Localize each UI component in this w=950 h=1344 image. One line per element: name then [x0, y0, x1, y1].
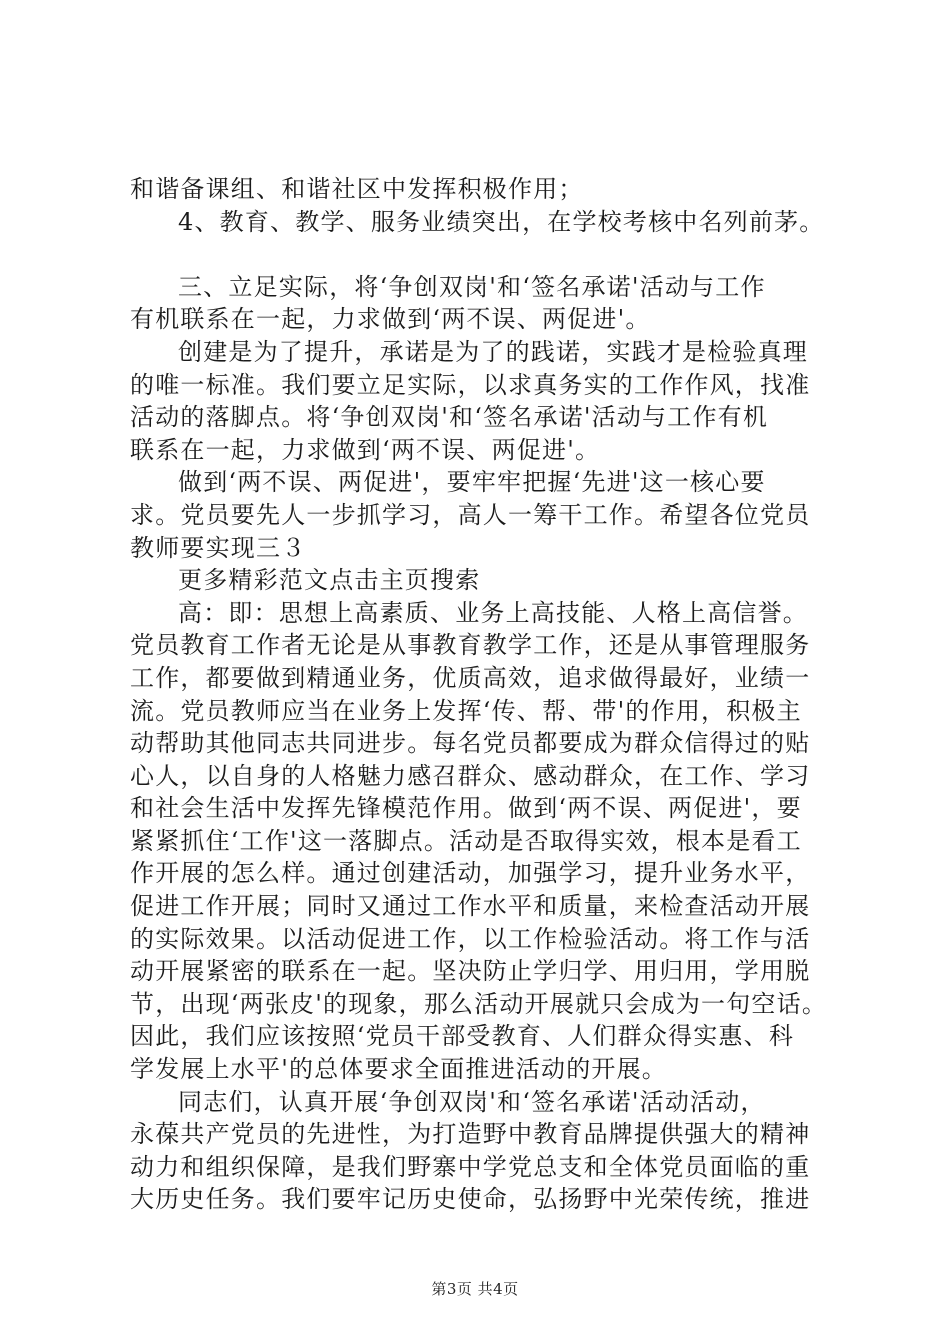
text-line: 工作，都要做到精通业务，优质高效，追求做得最好，业绩一 — [130, 663, 811, 692]
text-line: 党员教育工作者无论是从事教育教学工作，还是从事管理服务 — [130, 631, 811, 660]
text-line: 三、立足实际，将‘争创双岗'和‘签名承诺'活动与工作 — [178, 272, 766, 301]
text-line: 因此，我们应该按照‘党员干部受教育、人们群众得实惠、科 — [130, 1022, 795, 1051]
text-line: 永葆共产党员的先进性，为打造野中教育品牌提供强大的精神 — [130, 1120, 811, 1149]
text-line: 学发展上水平'的总体要求全面推进活动的开展。 — [130, 1055, 667, 1084]
text-line: 和社会生活中发挥先锋模范作用。做到‘两不误、两促进'，要 — [130, 794, 802, 823]
text-line: 有机联系在一起，力求做到‘两不误、两促进'。 — [130, 305, 651, 334]
text-line: 创建是为了提升，承诺是为了的践诺，实践才是检验真理 — [178, 337, 808, 366]
text-line: 求。党员要先人一步抓学习，高人一筹干工作。希望各位党员 — [130, 500, 811, 529]
text-line: 紧紧抓住‘工作'这一落脚点。活动是否取得实效，根本是看工 — [130, 826, 802, 855]
text-line: 的唯一标准。我们要立足实际，以求真务实的工作作风，找准 — [130, 370, 811, 399]
text-line: 大历史任务。我们要牢记历史使命，弘扬野中光荣传统，推进 — [130, 1185, 811, 1214]
text-line: 和谐备课组、和谐社区中发挥积极作用； — [130, 175, 584, 203]
text-line: 联系在一起，力求做到‘两不误、两促进'。 — [130, 435, 601, 464]
document-body — [130, 173, 835, 1216]
text-line: 动帮助其他同志共同进步。每名党员都要成为群众信得过的贴 — [130, 729, 811, 758]
text-line: 促进工作开展；同时又通过工作水平和质量，来检查活动开展 — [130, 892, 811, 921]
text-line: 做到‘两不误、两促进'，要牢牢把握‘先进'这一核心要 — [178, 468, 766, 497]
text-line: 的实际效果。以活动促进工作，以工作检验活动。将工作与活 — [130, 924, 811, 953]
text-line: 节，出现‘两张皮'的现象，那么活动开展就只会成为一句空话。 — [130, 989, 828, 1018]
text-line: 同志们，认真开展‘争创双岗'和‘签名承诺'活动活动， — [178, 1087, 766, 1116]
text-line: 作开展的怎么样。通过创建活动，加强学习，提升业务水平， — [130, 859, 811, 888]
paragraph-gap — [130, 238, 835, 271]
text-line: 高：即：思想上高素质、业务上高技能、人格上高信誉。 — [178, 598, 808, 627]
text-line: 心人，以自身的人格魅力感召群众、感动群众，在工作、学习 — [130, 761, 811, 790]
text-line: 动开展紧密的联系在一起。坚决防止学归学、用归用，学用脱 — [130, 957, 811, 986]
text-line: 活动的落脚点。将‘争创双岗'和‘签名承诺'活动与工作有机 — [130, 403, 769, 432]
text-line: 流。党员教师应当在业务上发挥‘传、帮、带'的作用，积极主 — [130, 696, 802, 725]
text-line: 4、教育、教学、服务业绩突出，在学校考核中名列前茅。 — [178, 207, 825, 236]
page-number-footer: 第3页 共4页 — [431, 1280, 519, 1298]
text-line: 更多精彩范文点击主页搜索 — [178, 566, 481, 595]
text-line: 动力和组织保障，是我们野寨中学党总支和全体党员面临的重 — [130, 1152, 811, 1181]
text-line: 教师要实现三３ — [130, 533, 307, 562]
